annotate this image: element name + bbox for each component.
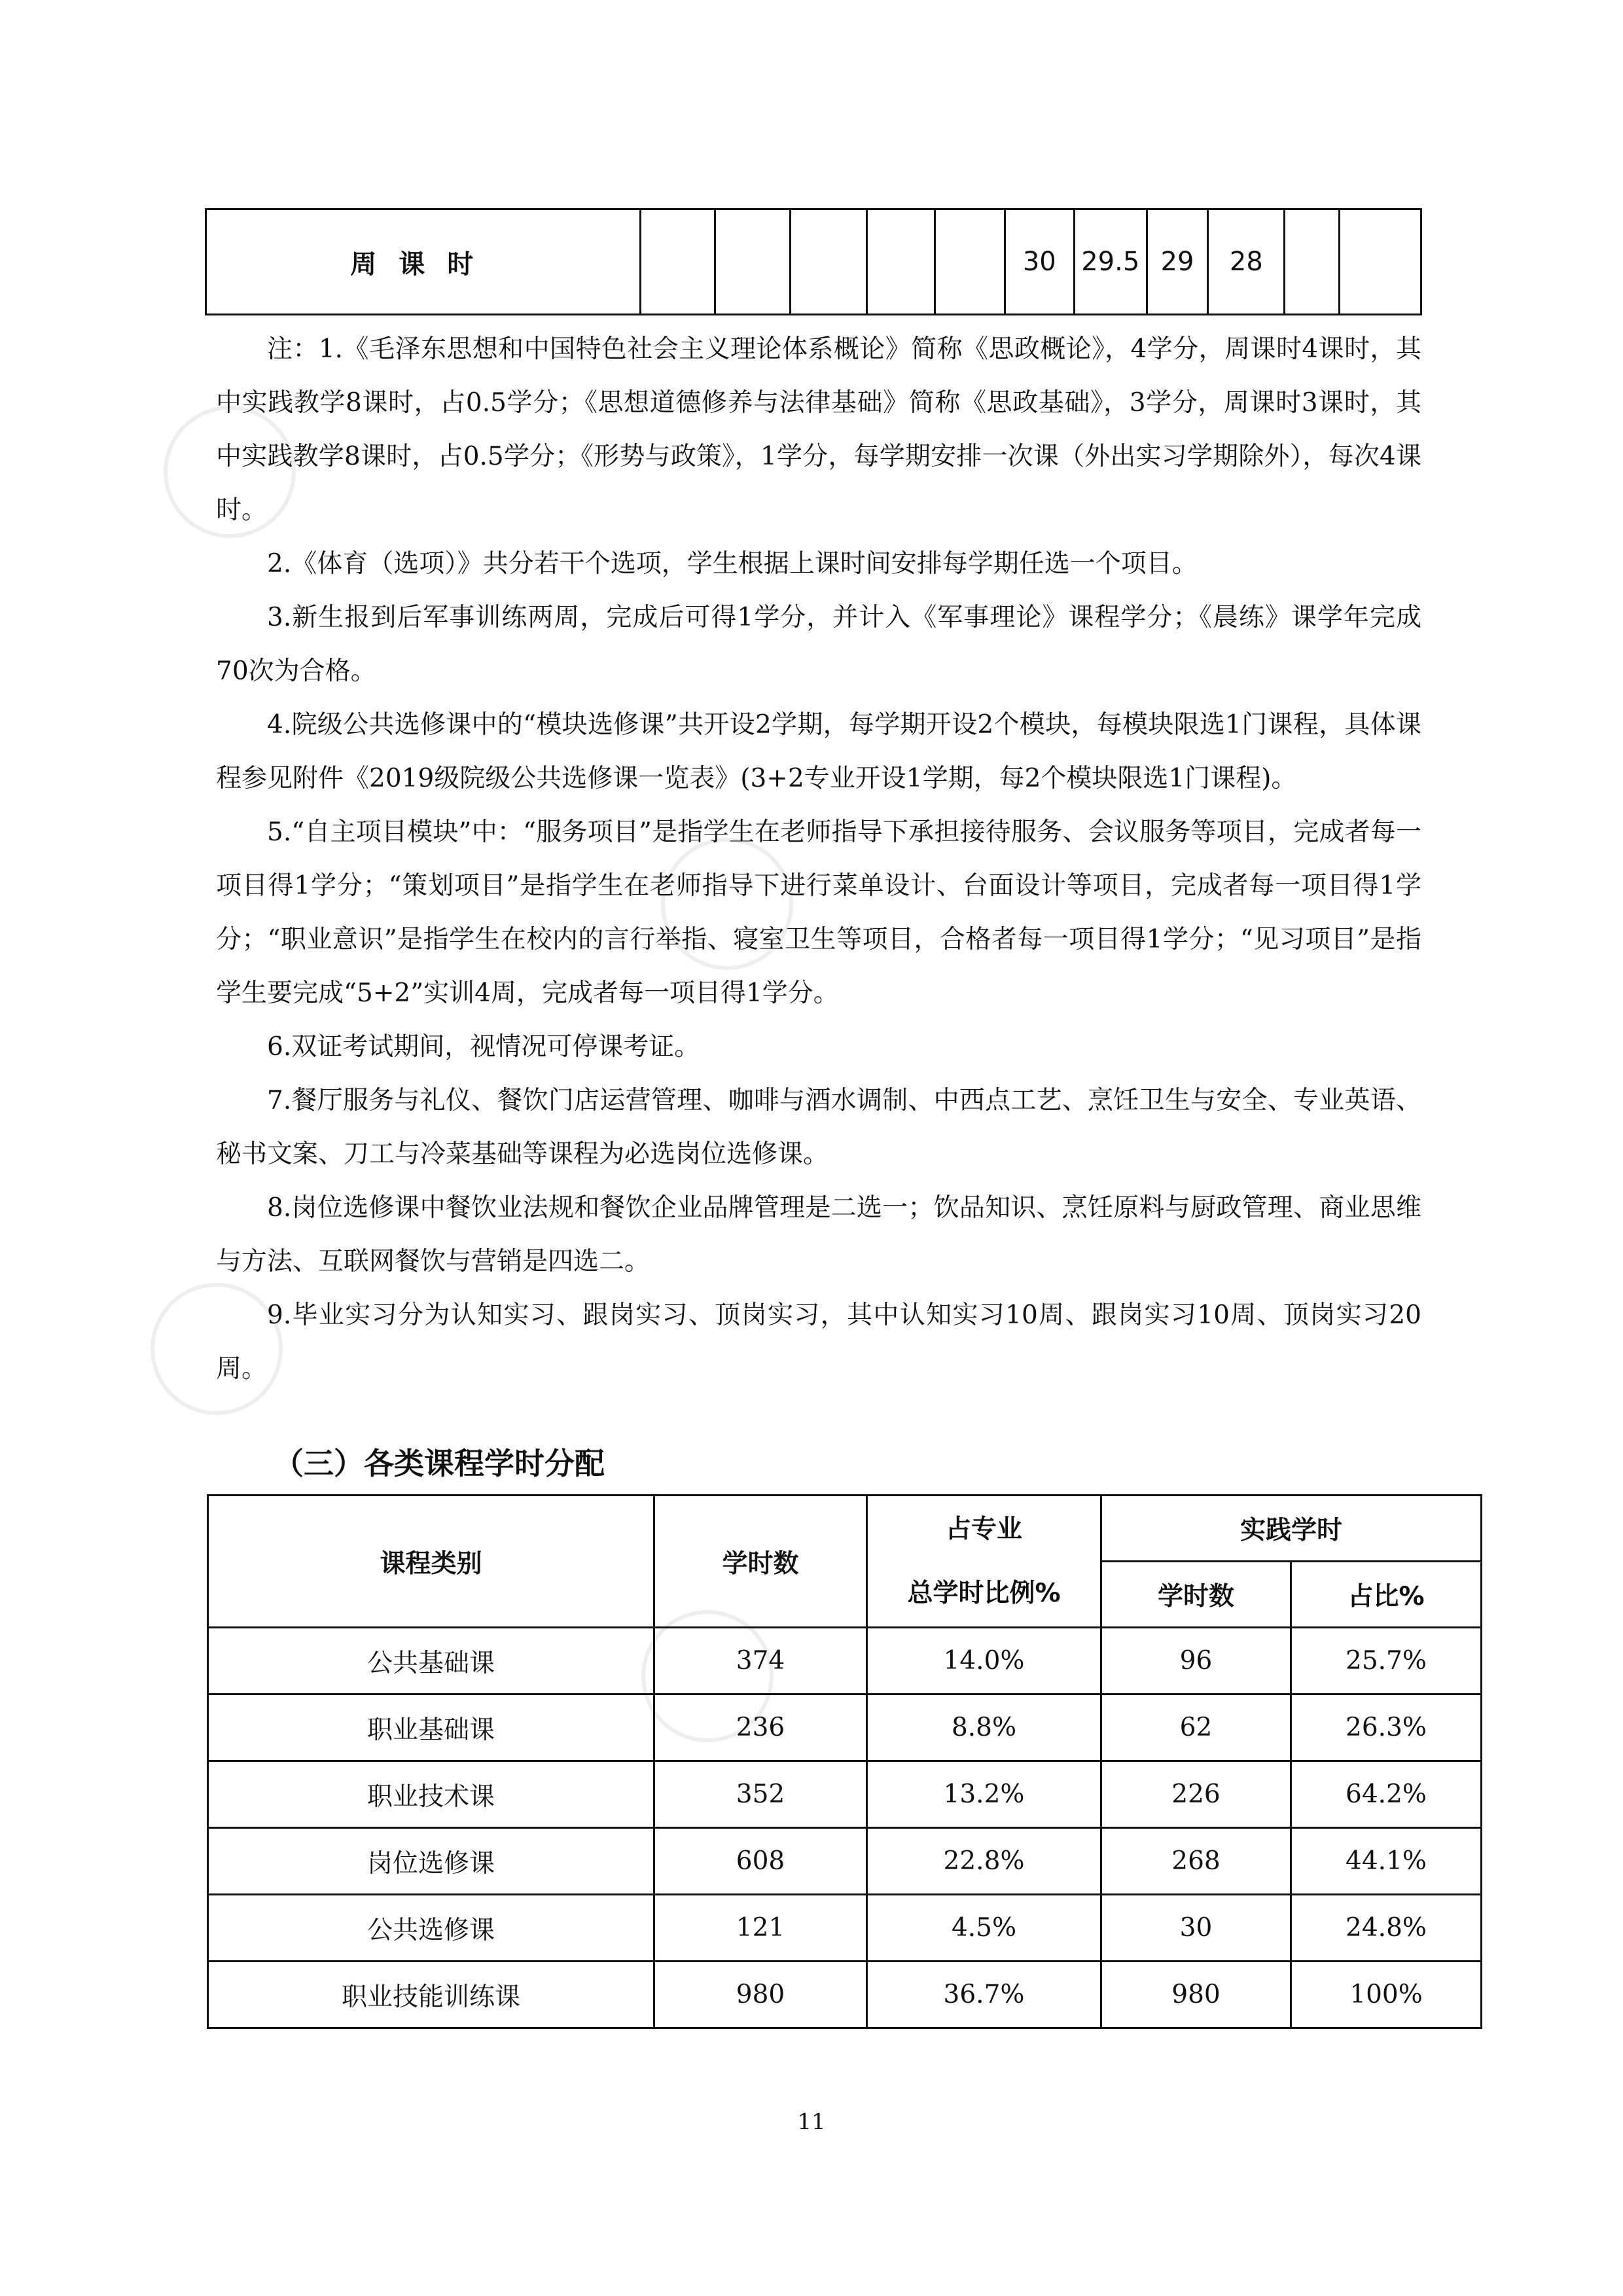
table-row [208,1761,1482,1828]
header-ratio-line1: 占专业 [945,1514,1022,1544]
cell-ratio: 22.8% [867,1828,1101,1895]
header-ratio [867,1496,1101,1628]
table-row [208,1695,1482,1761]
note-paragraph: 8.岗位选修课中餐饮业法规和餐饮企业品牌管理是二选一；饮品知识、烹饪原料与厨政管理、商业思维与方法、互联网餐饮与营销是四选二。 [216,1193,1421,1276]
course-hours-allocation-table [207,1494,1482,2029]
cell-ratio: 36.7% [867,1962,1101,2028]
weekly-hours-cell [715,209,791,315]
cell-hours: 374 [654,1628,867,1695]
note-paragraph: 7.餐厅服务与礼仪、餐饮门店运营管理、咖啡与酒水调制、中西点工艺、烹饪卫生与安全、专业英语、秘书文案、刀工与冷菜基础等课程为必选岗位选修课。 [216,1086,1421,1169]
cell-practice-hours: 268 [1101,1828,1291,1895]
header-practice-hours: 学时数 [1101,1562,1291,1628]
table-row [208,1895,1482,1962]
cell-ratio: 13.2% [867,1761,1101,1828]
cell-practice-hours: 226 [1101,1761,1291,1828]
note-paragraph: 6.双证考试期间，视情况可停课考证。 [267,1032,700,1062]
header-category: 课程类别 [208,1496,654,1628]
cell-practice-hours: 96 [1101,1628,1291,1695]
page-number: 11 [797,2109,826,2135]
cell-practice-ratio: 24.8% [1291,1895,1482,1962]
section-heading: （三）各类课程学时分配 [274,1446,605,1481]
header-hours: 学时数 [654,1496,867,1628]
weekly-hours-cell [1285,209,1339,315]
weekly-hours-cell [935,209,1005,315]
cell-hours: 608 [654,1828,867,1895]
header-practice-ratio: 占比% [1291,1562,1482,1628]
note-paragraph: 5.“自主项目模块”中：“服务项目”是指学生在老师指导下承担接待服务、会议服务等项目，完成者每一项目得1学分；“策划项目”是指学生在老师指导下进行菜单设计、台面设计等项目，完成者每一项目得1学分；“职业意识”是指学生在校内的言行举指、寝室卫生等项目，合格者每一项目得1学分；“见习项目”是指学生要完成“5+2”实训4周，完成者每一项目得1学分。 [216,817,1421,1008]
weekly-hours-cell: 29.5 [1074,209,1147,315]
cell-hours: 980 [654,1962,867,2028]
weekly-hours-row [206,209,1421,315]
cell-practice-ratio: 100% [1291,1962,1482,2028]
weekly-hours-table [205,208,1422,315]
cell-hours: 236 [654,1695,867,1761]
cell-practice-hours: 62 [1101,1695,1291,1761]
cell-category: 职业基础课 [208,1695,654,1761]
note-paragraph: 2.《体育（选项）》共分若干个选项，学生根据上课时间安排每学期任选一个项目。 [267,549,1198,579]
cell-category: 公共选修课 [208,1895,654,1962]
weekly-hours-label: 周课时 [206,209,641,315]
weekly-hours-cell [866,209,935,315]
weekly-hours-cell: 30 [1005,209,1074,315]
cell-hours: 121 [654,1895,867,1962]
notes-section [216,323,1421,1396]
cell-ratio: 14.0% [867,1628,1101,1695]
note-paragraph: 3.新生报到后军事训练两周，完成后可得1学分，并计入《军事理论》课程学分；《晨练》课学年完成70次为合格。 [216,603,1421,686]
cell-ratio: 8.8% [867,1695,1101,1761]
cell-category: 公共基础课 [208,1628,654,1695]
weekly-hours-cell: 28 [1208,209,1285,315]
cell-practice-hours: 30 [1101,1895,1291,1962]
cell-hours: 352 [654,1761,867,1828]
header-practice: 实践学时 [1101,1496,1482,1562]
table-header-row [208,1496,1482,1562]
weekly-hours-cell [640,209,715,315]
table-row [208,1962,1482,2028]
cell-ratio: 4.5% [867,1895,1101,1962]
note-paragraph: 4.院级公共选修课中的“模块选修课”共开设2学期，每学期开设2个模块，每模块限选1门课程，具体课程参见附件《2019级院级公共选修课一览表》(3+2专业开设1学期，每2个模块限选1门课程)。 [216,710,1421,793]
cell-practice-ratio: 26.3% [1291,1695,1482,1761]
table-row [208,1628,1482,1695]
cell-practice-ratio: 25.7% [1291,1628,1482,1695]
cell-practice-hours: 980 [1101,1962,1291,2028]
note-paragraph: 注：1.《毛泽东思想和中国特色社会主义理论体系概论》简称《思政概论》，4学分，周课时4课时，其中实践教学8课时，占0.5学分；《思想道德修养与法律基础》简称《思政基础》，3学分，周课时3课时，其中实践教学8课时，占0.5学分；《形势与政策》，1学分，每学期安排一次课（外出实习学期除外），每次4课时。 [216,334,1421,525]
note-paragraph: 9.毕业实习分为认知实习、跟岗实习、顶岗实习，其中认知实习10周、跟岗实习10周、顶岗实习20周。 [216,1300,1421,1384]
cell-practice-ratio: 44.1% [1291,1828,1482,1895]
cell-category: 岗位选修课 [208,1828,654,1895]
weekly-hours-cell [791,209,867,315]
header-ratio-line2: 总学时比例% [907,1578,1061,1608]
table-row [208,1828,1482,1895]
weekly-hours-cell: 29 [1147,209,1208,315]
cell-practice-ratio: 64.2% [1291,1761,1482,1828]
cell-category: 职业技能训练课 [208,1962,654,2028]
weekly-hours-cell [1339,209,1421,315]
cell-category: 职业技术课 [208,1761,654,1828]
